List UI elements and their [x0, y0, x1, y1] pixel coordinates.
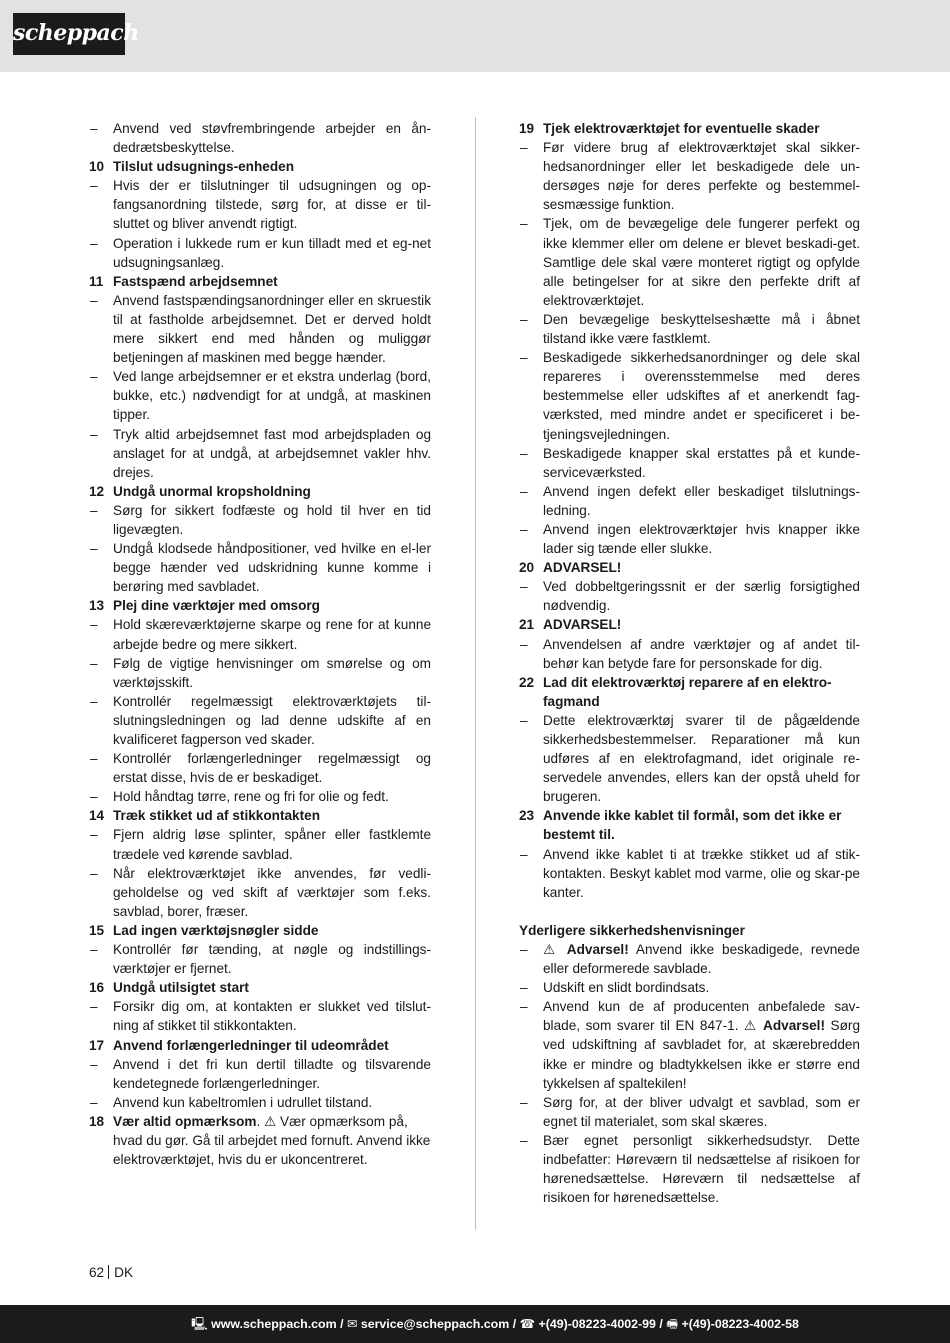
list-item [519, 997, 860, 1092]
list-item-text: Hold håndtag tørre, rene og fri for olie og fedt. [113, 789, 389, 805]
section-heading [89, 978, 431, 997]
list-dash: – [520, 712, 528, 728]
section-heading [519, 673, 860, 711]
list-item-text: Anvend ingen elektroværktøjer hvis knapper ikke lader sig tænde eller slukke. [543, 521, 860, 557]
list-item-text: Anvend ikke beskadigede, revnede eller deformerede savblade. [543, 941, 860, 977]
list-item [89, 1055, 431, 1093]
list-dash: – [90, 655, 98, 671]
footer-phone: +(49)-08223-4002-99 [538, 1317, 656, 1331]
list-dash: – [90, 178, 98, 194]
page-header [0, 0, 950, 72]
list-item [519, 482, 860, 520]
list-dash: – [520, 1132, 528, 1148]
list-item-text: Hvis der er tilslutninger til udsugningen og op-fangsanordning tilstede, sørg for, at disse er til-sluttet og bliver anvendt rigtigt. [113, 178, 431, 232]
list-item-text: Kontrollér før tænding, at nøgle og indstillings-værktøjer er fjernet. [113, 942, 431, 977]
list-dash: – [90, 541, 98, 557]
section-heading [89, 1036, 431, 1055]
list-item-text: Anvend fastspændingsanordninger eller en skruestik til at fastholde arbejdsemnet. Det er derved holdt mere sikkert end med hånden og muliggør betjeningen af maskinen med begge hænder. [113, 292, 431, 366]
section-title: Undgå unormal kropsholdning [113, 483, 311, 499]
list-dash: – [90, 1094, 98, 1110]
section-title: Undgå utilsigtet start [113, 980, 249, 996]
section-title: Tilslut udsugnings-enheden [113, 159, 294, 175]
section-title: Plej dine værktøjer med omsorg [113, 598, 320, 614]
list-item [519, 348, 860, 443]
section-number: 21 [519, 617, 535, 633]
list-item-text: Sørg ved udskiftning af savbladet for, at skærebredden ikke er mindre og bladtykkelsen ikke er større end tykkelsen af spaltekilen! [543, 1018, 861, 1091]
section-title: Træk stikket ud af stikkontakten [113, 808, 320, 824]
list-item [89, 615, 431, 653]
list-item-text: Anvend ikke kablet ti at trække stikket ud af stik-kontakten. Beskyt kablet mod varme, olie og skar-pe kanter. [543, 846, 860, 900]
list-dash: – [90, 292, 98, 308]
list-item [519, 1131, 860, 1207]
list-dash: – [90, 751, 98, 767]
list-dash: – [90, 426, 98, 442]
list-item-text: Følg de vigtige henvisninger om smørelse og om værktøjsskift. [113, 655, 431, 690]
section-number: 10 [89, 159, 105, 175]
list-item [519, 310, 860, 348]
list-item [89, 291, 431, 367]
list-item [89, 367, 431, 424]
list-item [89, 176, 431, 233]
list-item-text: Tjek, om de bevægelige dele fungerer perfekt og ikke klemmer eller om delene er blevet beskadi-get. Samtlige dele skal være monteret rigtigt og opfylde alle betingelser for at sikre den perfekte drift af elektroværktøjet. [543, 216, 860, 308]
page-number [89, 1265, 133, 1280]
list-dash: – [520, 350, 528, 366]
list-dash: – [520, 216, 528, 232]
list-item-text: Tryk altid arbejdsemnet fast mod arbejdspladen og anslaget for at undgå, at arbejdsemnet vakler hhv. drejes. [113, 426, 431, 480]
page-footer: 🖳 www.scheppach.com / ✉ service@scheppach.com / ☎ +(49)-08223-4002-99 / 🖷 +(49)-08223-4002-58 [0, 1305, 950, 1343]
list-item-text: Fjern aldrig løse splinter, spåner eller fastklemte trædele ved kørende savblad. [113, 827, 431, 862]
list-item [519, 138, 860, 214]
section-heading [89, 806, 431, 825]
list-dash: – [520, 999, 528, 1015]
list-dash: – [90, 999, 98, 1015]
list-item-text: Anvend kun kabeltromlen i udrullet tilstand. [113, 1094, 373, 1110]
list-dash: – [90, 502, 98, 518]
section-heading [519, 558, 860, 577]
list-item-text: Når elektroværktøjet ikke anvendes, før vedli-geholdelse og ved skift af værktøjer som f.eks. savblad, borer, fræser. [113, 865, 431, 919]
list-item [89, 692, 431, 749]
section-heading [89, 482, 431, 501]
list-item-text: Ved lange arbejdsemner er et ekstra underlag (bord, bukke, etc.) nødvendigt for at undgå, at maskinen tipper. [113, 369, 431, 423]
section-heading [89, 1112, 431, 1169]
section-number: 13 [89, 598, 105, 614]
list-item [89, 234, 431, 272]
section-number: 22 [519, 674, 535, 690]
list-item [89, 749, 431, 787]
list-item [519, 978, 860, 997]
list-item [89, 825, 431, 863]
list-dash: – [520, 1094, 528, 1110]
list-item-text: Hold skæreværktøjerne skarpe og rene for at kunne arbejde bedre og mere sikkert. [113, 617, 431, 652]
list-dash: – [90, 235, 98, 251]
list-dash: – [520, 140, 528, 156]
warning-label: ⚠ Advarsel! [744, 1018, 825, 1034]
section-title: Anvende ikke kablet til formål, som det ikke er bestemt til. [543, 808, 842, 843]
list-item-text: Anvend kun de af producenten anbefalede sav-blade, som svarer til EN 847-1. [543, 999, 860, 1034]
list-dash: – [520, 311, 528, 327]
list-dash: – [90, 865, 98, 881]
list-item-text: Den bevægelige beskyttelseshætte må i åbnet tilstand ikke være fastklemt. [543, 311, 860, 347]
section-heading [89, 596, 431, 615]
list-item-text: Anvend i det fri kun dertil tilladte og tilsvarende kendetegnede forlængerledninger. [113, 1056, 431, 1091]
section-number: 18 [89, 1113, 105, 1129]
section-number: 23 [519, 808, 535, 824]
list-item [89, 787, 431, 806]
list-item [89, 654, 431, 692]
section-number: 16 [89, 980, 105, 996]
section-heading [89, 921, 431, 940]
spacer [519, 902, 860, 921]
list-dash: – [90, 369, 98, 385]
list-dash: – [90, 789, 98, 805]
list-dash: – [520, 483, 528, 499]
list-item [89, 119, 431, 157]
footer-email[interactable]: service@scheppach.com [360, 1317, 510, 1331]
section-text: . ⚠ Vær opmærksom på, hvad du gør. Gå til arbejdet med fornuft. Anvend ikke elektroværktøjet, hvis du er ukoncentreret. [113, 1113, 431, 1168]
list-dash: – [520, 980, 528, 996]
column-divider [475, 117, 476, 1230]
list-dash: – [90, 693, 98, 709]
list-dash: – [90, 1056, 98, 1072]
section-title-inline [113, 1112, 431, 1169]
section-title: Anvend forlængerledninger til udeområdet [113, 1037, 389, 1053]
list-item-text: Anvend ingen defekt eller beskadiget tilslutnings-ledning. [543, 483, 860, 518]
list-dash: – [90, 617, 98, 633]
list-item-text-wrap [543, 997, 860, 1092]
footer-fax: +(49)-08223-4002-58 [681, 1317, 799, 1331]
section-number: 11 [89, 273, 104, 289]
list-item-text: Kontrollér forlængerledninger regelmæssigt og erstat disse, hvis de er beskadiget. [113, 751, 431, 786]
list-item-text-wrap [543, 940, 860, 978]
section-heading [519, 806, 860, 844]
section-title: Fastspænd arbejdsemnet [113, 273, 278, 289]
list-item [89, 864, 431, 921]
section-heading [89, 272, 431, 291]
list-item-text: Undgå klodsede håndpositioner, ved hvilke en el-ler begge hænder ved udskridning kunne komme i berøring med savbladet. [113, 541, 431, 595]
subsection-heading: Yderligere sikkerhedshenvisninger [519, 922, 745, 938]
list-dash: – [520, 846, 528, 862]
section-title: Vær altid opmærksom [113, 1113, 257, 1129]
list-item [89, 940, 431, 978]
list-item [89, 425, 431, 482]
section-number: 17 [89, 1037, 105, 1053]
section-heading [519, 119, 860, 138]
list-item-text: Ved dobbeltgeringssnit er der særlig forsigtighed nødvendig. [543, 579, 860, 614]
list-item-text: Før videre brug af elektroværktøjet skal sikker-hedsanordninger eller let beskadigede dele un-dersøges nøje for deres perfekte og bestemmel-sesmæssige funktion. [543, 140, 860, 213]
list-item-text: Operation i lukkede rum er kun tilladt med et eg-net udsugningsanlæg. [113, 235, 431, 270]
footer-website[interactable]: www.scheppach.com [211, 1317, 337, 1331]
list-item [519, 520, 860, 558]
computer-icon: 🖳 [191, 1317, 208, 1331]
list-item-text: Bær egnet personligt sikkerhedsudstyr. Dette indbefatter: Høreværn til nedsættelse af risikoen for hørenedsættelse. Høreværn til nedsættelse af risikoen for hørenedsættelse. [543, 1132, 860, 1206]
right-column [519, 119, 860, 1207]
section-title: Lad ingen værktøjsnøgler sidde [113, 922, 319, 938]
list-dash: – [90, 121, 98, 136]
list-item [89, 539, 431, 596]
list-item [519, 845, 860, 902]
list-item-text: Dette elektroværktøj svarer til de pågældende sikkerhedsbestemmelser. Reparationer må kun udføres af en elektrofagmand, idet originale re-servedele anvendes, ellers kan der opstå uheld for brugeren. [543, 712, 860, 805]
list-item [519, 1093, 860, 1131]
list-item-text: Beskadigede knapper skal erstattes på et kunde-serviceværksted. [543, 445, 860, 480]
section-heading [519, 615, 860, 634]
list-dash: – [90, 942, 98, 958]
list-item [89, 501, 431, 539]
list-dash: – [520, 445, 528, 461]
list-item [519, 635, 860, 673]
section-heading [89, 157, 431, 176]
list-item-text: Beskadigede sikkerhedsanordninger og dele skal repareres i overensstemmelse med deres bestemmelse eller udskiftes af et anerkendt fag-værksted, med mindre andet er specificeret i be-tjeningsvejledningen. [543, 350, 860, 442]
list-item-text: Forsikr dig om, at kontakten er slukket ved tilslut-ning af stikket til stikkontakten. [113, 999, 431, 1034]
page-number-value: 62 [89, 1265, 105, 1280]
list-item-text: Sørg for sikkert fodfæste og hold til hver en tid ligevægten. [113, 502, 431, 537]
email-icon: ✉ [346, 1317, 358, 1331]
section-number: 14 [89, 808, 105, 824]
section-number: 19 [519, 121, 535, 136]
warning-label: ⚠ Advarsel! [543, 941, 629, 957]
section-title: Tjek elektroværktøjet for eventuelle skader [543, 121, 820, 136]
list-item [519, 940, 860, 978]
fax-icon: 🖷 [666, 1317, 678, 1331]
list-item [519, 711, 860, 806]
left-column [89, 119, 431, 1169]
page-language: DK [114, 1265, 134, 1280]
list-item [519, 214, 860, 309]
list-item [519, 577, 860, 615]
section-number: 20 [519, 560, 535, 576]
list-dash: – [90, 827, 98, 843]
phone-icon: ☎ [519, 1317, 536, 1331]
list-item-text: Anvend ved støvfrembringende arbejder en ån-dedrætsbeskyttelse. [113, 121, 431, 156]
list-item-text: Sørg for, at der bliver udvalgt et savblad, som er egnet til materialet, som skal skæres. [543, 1094, 860, 1129]
section-number: 15 [89, 922, 105, 938]
section-title: ADVARSEL! [543, 617, 622, 633]
list-item [519, 444, 860, 482]
section-title: Lad dit elektroværktøj reparere af en elektro-fagmand [543, 674, 832, 709]
section-title: ADVARSEL! [543, 560, 622, 576]
list-item-text: Anvendelsen af andre værktøjer og af andet til-behør kan betyde fare for personskade for dig. [543, 636, 860, 671]
scheppach-logo: scheppach [13, 13, 125, 55]
list-item [89, 997, 431, 1035]
section-number: 12 [89, 483, 105, 499]
list-item [89, 1093, 431, 1112]
list-dash: – [520, 636, 528, 652]
list-dash: – [520, 941, 528, 957]
list-item-text: Kontrollér regelmæssigt elektroværktøjets til-slutningsledningen og lad denne udskifte af en kvalificeret fagperson ved skader. [113, 693, 431, 747]
list-dash: – [520, 521, 528, 537]
list-item-text: Udskift en slidt bordindsats. [543, 980, 710, 996]
list-dash: – [520, 579, 528, 595]
